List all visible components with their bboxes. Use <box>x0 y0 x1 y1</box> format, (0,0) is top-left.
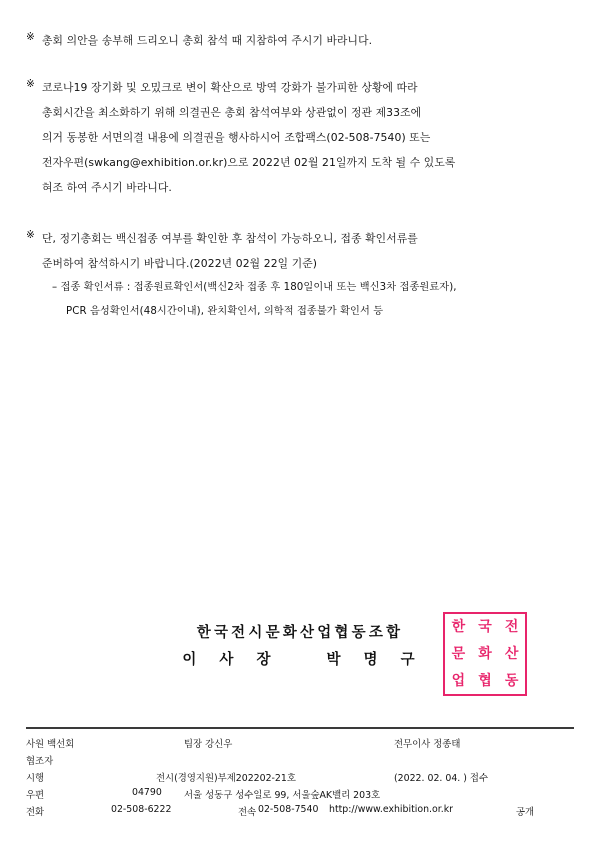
footer-address: 서울 성동구 성수일로 99, 서울숲AK밸리 203호 <box>184 790 381 801</box>
paragraph-3-line-2: 준버하여 참석하시기 바랍니다.(2022년 02월 22일 기준) <box>42 257 318 270</box>
footer-postal-label: 우편 <box>26 790 45 801</box>
seal-char-1: 한 <box>451 619 466 636</box>
footer-executive-director: 전무이사 정종태 <box>394 739 461 750</box>
footer-document-number: 전시(경영지원)부제202202-21호 <box>156 773 296 784</box>
footer-receipt-date: (2022. 02. 04. ) 접수 <box>394 773 489 784</box>
seal-char-3: 전 <box>504 619 519 636</box>
footer-cooperator: 협조자 <box>26 756 54 767</box>
paragraph-3-line-1: 단, 정기총회는 백신접종 여부를 확인한 후 참석이 가능하오니, 접종 확인서류를 <box>42 232 418 245</box>
paragraph-2 <box>26 75 578 200</box>
footer-website-url[interactable]: http://www.exhibition.or.kr <box>329 804 454 815</box>
paragraph-3-sub-line-2: PCR 음성확인서(48시간이내), 완치확인서, 의학적 접종불가 확인서 등 <box>66 306 384 317</box>
document-footer <box>26 736 578 821</box>
paragraph-1-lines <box>42 28 578 53</box>
bullet-marker: ※ <box>26 78 35 90</box>
footer-team-leader: 팀장 강신우 <box>184 739 233 750</box>
seal-char-4: 문 <box>451 645 466 662</box>
paragraph-1-line-1: 총회 의안을 송부해 드리오니 총회 참석 때 지참하여 주시기 바라니다. <box>42 34 373 47</box>
signature-organization: 한국전시문화산업협동조합 <box>196 625 404 641</box>
seal-char-6: 산 <box>504 645 519 662</box>
footer-divider <box>26 727 574 729</box>
paragraph-3 <box>26 226 578 324</box>
document-body <box>26 28 578 346</box>
paragraph-2-lines <box>42 75 578 200</box>
signature-title-name: 이 사 장 박 명 구 <box>182 652 424 668</box>
seal-char-8: 협 <box>478 672 492 689</box>
footer-postal-code: 04790 <box>132 787 162 798</box>
footer-fax-label: 전속 <box>238 807 257 818</box>
bullet-marker: ※ <box>26 229 35 241</box>
bullet-marker: ※ <box>26 31 35 43</box>
seal-char-9: 동 <box>504 672 519 689</box>
footer-row-contact <box>26 804 578 821</box>
paragraph-3-lines <box>42 226 578 324</box>
paragraph-2-line-2: 총회시간을 최소화하기 위해 의결권은 총회 참석여부와 상관없이 정관 제33조에 <box>42 106 422 119</box>
seal-char-7: 업 <box>451 672 466 689</box>
footer-row-address <box>26 787 578 804</box>
paragraph-1 <box>26 28 578 53</box>
paragraph-2-line-5: 혀조 하여 주시기 바라니다. <box>42 181 172 194</box>
footer-phone-number: 02-508-6222 <box>111 804 172 815</box>
footer-staff: 사원 백선회 <box>26 739 75 750</box>
paragraph-3-sub-line-1: – 접종 확인서류 : 접종원료확인서(백신2차 접종 후 180일이내 또는 백신3차 접종원료자), <box>52 282 457 293</box>
paragraph-2-line-4: 전자우편(swkang@exhibition.or.kr)으로 2022년 02월 21일까지 도착 될 수 있도록 <box>42 156 456 169</box>
footer-disclosure-status: 공개 <box>516 807 535 818</box>
footer-enforcement-label: 시행 <box>26 773 45 784</box>
footer-fax-number: 02-508-7540 <box>258 804 319 815</box>
footer-phone-label: 전화 <box>26 807 45 818</box>
paragraph-2-line-1: 코로나19 장기화 및 오밌크로 변이 확산으로 방역 강화가 불가피한 상황에 따라 <box>42 81 418 94</box>
paragraph-2-line-3: 의거 동봉한 서면의결 내용에 의결권을 행사하시어 조합팩스(02-508-7540) 또는 <box>42 131 431 144</box>
seal-char-5: 화 <box>478 645 492 662</box>
official-seal-stamp <box>443 612 527 696</box>
footer-row-enforcement <box>26 770 578 787</box>
seal-char-2: 국 <box>478 619 492 636</box>
footer-row-cooperator <box>26 753 578 770</box>
footer-row-approvers <box>26 736 578 753</box>
